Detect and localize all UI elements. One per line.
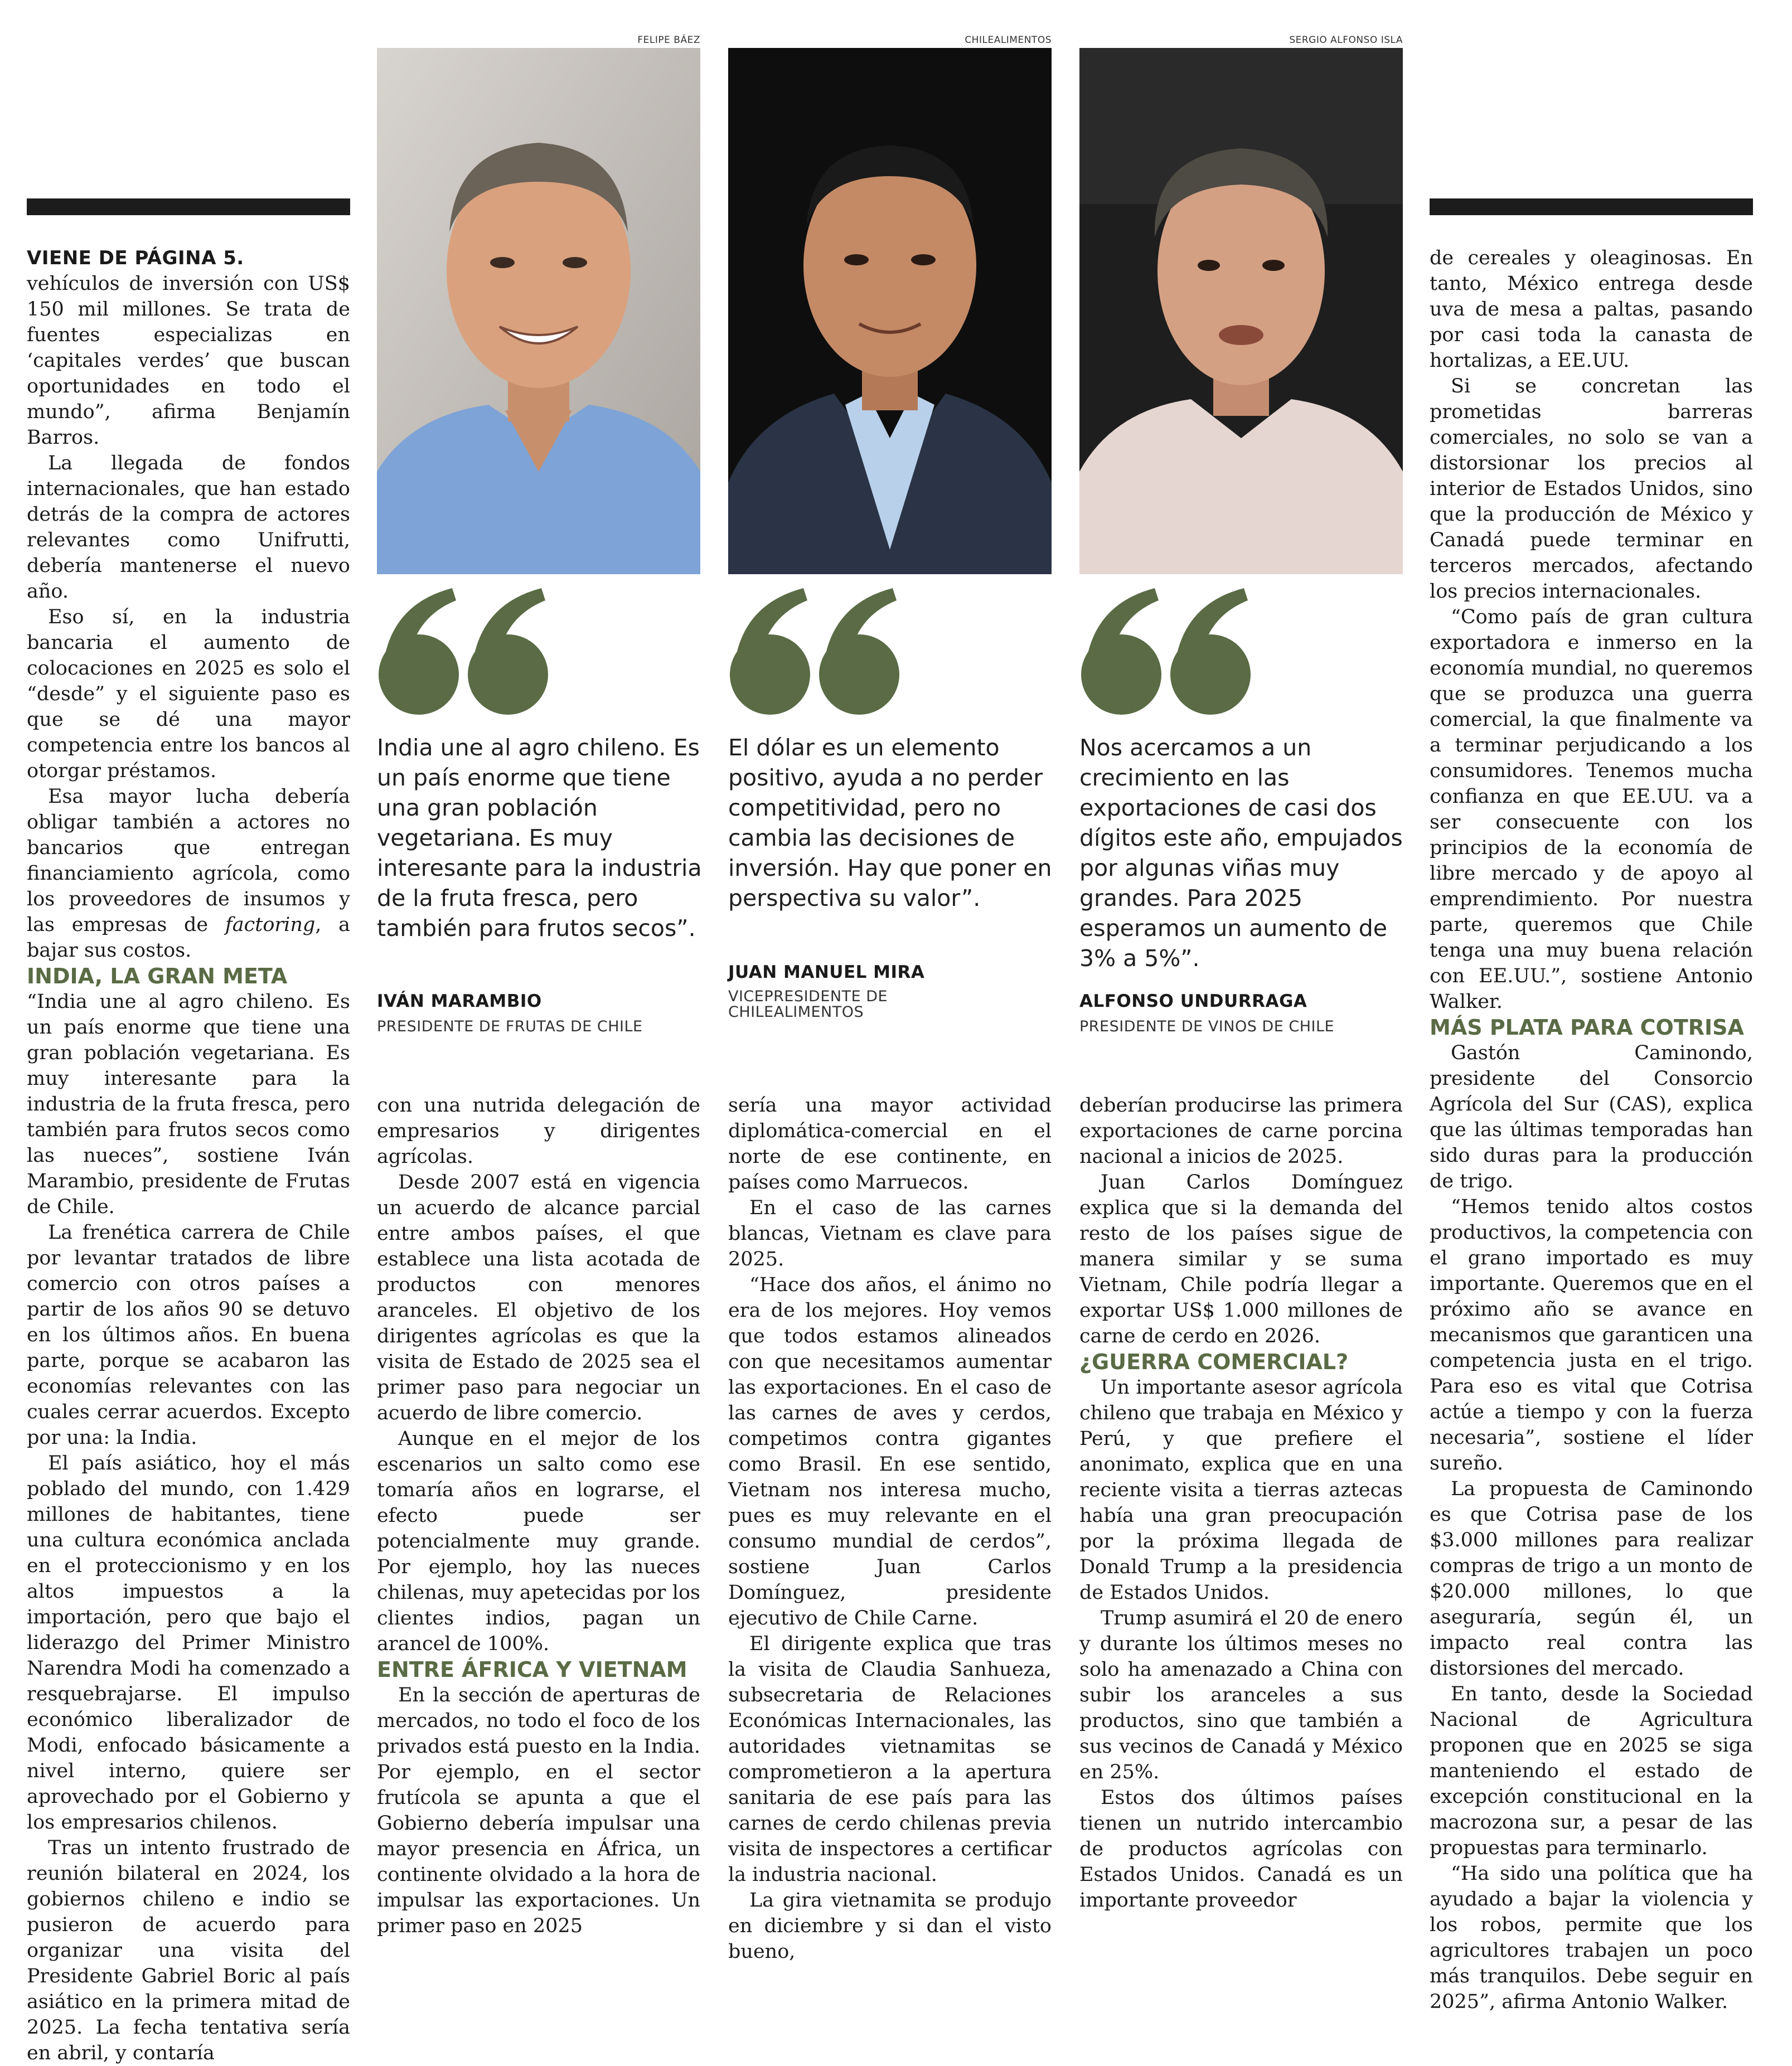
paragraph: En el caso de las carnes blancas, Vietnam es clave para 2025.: [728, 1197, 1052, 1270]
portrait-photo-ivan-marambio: [377, 48, 700, 574]
article-column-2: [377, 1093, 700, 1939]
quote-author-role: VICEPRESIDENTE DE CHILEALIMENTOS: [728, 988, 888, 1021]
paragraph: Gastón Caminondo, presidente del Consorcio Agrícola del Sur (CAS), explica que las últimas temporadas han sido duras para la producción de trigo.: [1430, 1042, 1753, 1192]
paragraph: Aunque en el mejor de los escenarios un salto como ese tomaría años en lograrse, el efecto puede ser potencialmente muy grande. Por ejemplo, hoy las nueces chilenas, muy apetecidas por los clientes indios, pagan un arancel de 100%.: [377, 1428, 700, 1655]
italic-term: factoring: [225, 914, 316, 936]
article-column-3: [728, 1093, 1052, 1965]
quote-mark-icon: [377, 588, 550, 719]
quote-mark-icon: [1079, 588, 1252, 719]
section-heading: INDIA, LA GRAN META: [27, 964, 288, 988]
paragraph: La propuesta de Caminondo es que Cotrisa pase de los $3.000 millones para realizar compras de trigo a un monto de $20.000 millones, lo que aseguraría, según él, un impacto real contra las distorsiones del mercado.: [1430, 1478, 1753, 1680]
paragraph: “Hace dos años, el ánimo no era de los mejores. Hoy vemos que todos estamos alineados con que necesitamos aumentar las exportaciones. En el caso de las carnes de aves y cerdos, competimos contra gigantes como Brasil. En ese sentido, Vietnam nos interesa mucho, pues es muy relevante en el consumo mundial de cerdos”, sostiene Juan Carlos Domínguez, presidente ejecutivo de Chile Carne.: [728, 1274, 1052, 1629]
paragraph: Eso sí, en la industria bancaria el aumento de colocaciones en 2025 es solo el “desde” y el siguiente paso es que se dé una mayor competencia entre los bancos al otorgar préstamos.: [27, 606, 350, 782]
continued-from-label: VIENE DE PÁGINA 5.: [27, 247, 244, 269]
article-column-4: [1079, 1093, 1403, 1913]
column-rule-left: [27, 198, 350, 215]
paragraph: El país asiático, hoy el más poblado del mundo, con 1.429 millones de habitantes, tiene una cultura económica anclada en el proteccionismo y en los altos impuestos a la importación, pero que bajo el liderazgo del Primer Ministro Narendra Modi ha comenzado a resquebrajarse. El impulso económico liberalizador de Modi, enfocado básicamente a nivel interno, quiere ser aprovechado por el Gobierno y los empresarios chilenos.: [27, 1452, 350, 1834]
quote-author-role: PRESIDENTE DE FRUTAS DE CHILE: [377, 1018, 643, 1035]
pull-quote: India une al agro chileno. Es un país enorme que tiene una gran población vegetariana. Es muy interesante para la industria de la fruta fresca, pero también para frutos secos”.: [377, 734, 702, 942]
paragraph: “Ha sido una política que ha ayudado a bajar la violencia y los robos, permite que los agricultores trabajen un poco más tranquilos. Debe seguir en 2025”, afirma Antonio Walker.: [1430, 1863, 1753, 2013]
paragraph: En tanto, desde la Sociedad Nacional de Agricultura proponen que en 2025 se siga manteniendo el estado de excepción constitucional en la macrozona sur, a pesar de las propuestas para terminarlo.: [1430, 1683, 1753, 1859]
paragraph: de cereales y oleaginosas. En tanto, México entrega desde uva de mesa a paltas, pasando por casi toda la canasta de hortalizas, a EE.UU.: [1430, 247, 1753, 372]
paragraph: Esa mayor lucha debería obligar también a actores no bancarios que entregan financiamiento agrícola, como los proveedores de insumos y las empresas de factoring, a bajar sus costos.: [27, 785, 350, 962]
column-rule-right: [1430, 198, 1753, 215]
pull-quote: El dólar es un elemento positivo, ayuda a no perder competitividad, pero no cambia las decisiones de inversión. Hay que poner en perspectiva su valor”.: [728, 734, 1052, 911]
quote-author-name: ALFONSO UNDURRAGA: [1079, 991, 1307, 1011]
pull-quote: Nos acercamos a un crecimiento en las exportaciones de casi dos dígitos este año, empujados por algunas viñas muy grandes. Para 2025 esperamos un aumento de 3% a 5%”.: [1079, 734, 1403, 972]
paragraph: “Como país de gran cultura exportadora e inmerso en la economía mundial, no queremos que se produzca una guerra comercial, la que finalmente va a terminar perjudicando a los consumidores. Tenemos mucha confianza en que EE.UU. va a ser consecuente con los principios de la economía de libre mercado y de apoyo al emprendimiento. Por nuestra parte, queremos que Chile tenga una muy buena relación con EE.UU.”, sostiene Antonio Walker.: [1430, 606, 1753, 1013]
quote-mark-icon: [728, 588, 901, 719]
paragraph: El dirigente explica que tras la visita de Claudia Sanhueza, subsecretaria de Relaciones Económicas Internacionales, las autoridades vietnamitas se comprometieron a la apertura sanitaria de ese país para las carnes de cerdo chilenas previa visita de inspectores a certificar la industria nacional.: [728, 1633, 1052, 1886]
paragraph: La gira vietnamita se produjo en diciembre y si dan el visto bueno,: [728, 1889, 1052, 1963]
quote-author-name: JUAN MANUEL MIRA: [728, 962, 925, 982]
photo-credit: SERGIO ALFONSO ISLA: [1289, 35, 1403, 46]
paragraph: Si se concretan las prometidas barreras comerciales, no solo se van a distorsionar los precios al interior de Estados Unidos, sino que la producción de México y Canadá puede terminar en terceros mercados, afectando los precios internacionales.: [1430, 375, 1753, 603]
paragraph: sería una mayor actividad diplomática-comercial en el norte de ese continente, en países como Marruecos.: [728, 1094, 1052, 1194]
paragraph: Trump asumirá el 20 de enero y durante los últimos meses no solo ha amenazado a China con subir los aranceles a sus productos, sino que también a sus vecinos de Canadá y México en 25%.: [1079, 1607, 1403, 1783]
photo-credit: FELIPE BÁEZ: [637, 35, 700, 46]
photo-credit: CHILEALIMENTOS: [965, 35, 1052, 46]
paragraph: Desde 2007 está en vigencia un acuerdo de alcance parcial entre ambos países, el que establece una lista acotada de productos con menores aranceles. El objetivo de los dirigentes agrícolas es que la visita de Estado de 2025 sea el primer paso para negociar un acuerdo de libre comercio.: [377, 1171, 700, 1424]
quote-author-role: PRESIDENTE DE VINOS DE CHILE: [1079, 1018, 1335, 1035]
paragraph: En la sección de aperturas de mercados, no todo el foco de los privados está puesto en la India. Por ejemplo, en el sector frutícola se apunta a que el Gobierno debería impulsar una mayor presencia en África, un continente olvidado a la hora de impulsar las exportaciones. Un primer paso en 2025: [377, 1684, 700, 1937]
quote-author-name: IVÁN MARAMBIO: [377, 991, 542, 1011]
portrait-photo-alfonso-undurraga: [1079, 48, 1403, 574]
portrait-photo-juan-manuel-mira: [728, 48, 1052, 574]
paragraph: “Hemos tenido altos costos productivos, la competencia con el grano importado es muy importante. Queremos que en el próximo año se avance en mecanismos que garanticen una competencia justa en el trigo. Para eso es vital que Cotrisa actúe a tiempo y con la fuerza necesaria”, sostiene el líder sureño.: [1430, 1196, 1753, 1475]
section-heading: MÁS PLATA PARA COTRISA: [1430, 1015, 1744, 1040]
paragraph: vehículos de inversión con US$ 150 mil millones. Se trata de fuentes especializas en ‘capitales verdes’ que buscan oportunidades en todo el mundo”, afirma Benjamín Barros.: [27, 273, 350, 449]
paragraph: Tras un intento frustrado de reunión bilateral en 2024, los gobiernos chileno e indio se pusieron de acuerdo para organizar una visita del Presidente Gabriel Boric al país asiático en la primera mitad de 2025. La fecha tentativa sería en abril, y contaría: [27, 1837, 350, 2064]
paragraph: La frenética carrera de Chile por levantar tratados de libre comercio con otros países a partir de los años 90 se detuvo en los últimos años. En buena parte, porque se acabaron las economías relevantes con las cuales cerrar acuerdos. Excepto por una: la India.: [27, 1221, 350, 1449]
paragraph: Estos dos últimos países tienen un nutrido intercambio de productos agrícolas con Estados Unidos. Canadá es un importante proveedor: [1079, 1787, 1403, 1912]
paragraph: con una nutrida delegación de empresarios y dirigentes agrícolas.: [377, 1094, 700, 1168]
paragraph: “India une al agro chileno. Es un país enorme que tiene una gran población vegetariana. Es muy interesante para la industria de la fruta fresca, pero también para frutos secos como las nueces”, sostiene Iván Marambio, presidente de Frutas de Chile.: [27, 991, 350, 1218]
paragraph: deberían producirse las primera exportaciones de carne porcina nacional a inicios de 2025.: [1079, 1094, 1403, 1168]
article-column-1: [27, 245, 350, 2066]
section-heading: ENTRE ÁFRICA Y VIETNAM: [377, 1657, 687, 1682]
paragraph: La llegada de fondos internacionales, que han estado detrás de la compra de actores relevantes como Unifrutti, debería mantenerse el nuevo año.: [27, 452, 350, 603]
paragraph: Juan Carlos Domínguez explica que si la demanda del resto de los países sigue de manera similar y se suma Vietnam, Chile podría llegar a exportar US$ 1.000 millones de carne de cerdo en 2026.: [1079, 1171, 1403, 1347]
paragraph: Un importante asesor agrícola chileno que trabaja en México y Perú, y que prefiere el anonimato, explica que en una reciente visita a tierras aztecas había una gran preocupación por la próxima llegada de Donald Trump a la presidencia de Estados Unidos.: [1079, 1376, 1403, 1604]
article-column-5: [1430, 245, 1753, 2015]
section-heading: ¿GUERRA COMERCIAL?: [1079, 1350, 1349, 1374]
